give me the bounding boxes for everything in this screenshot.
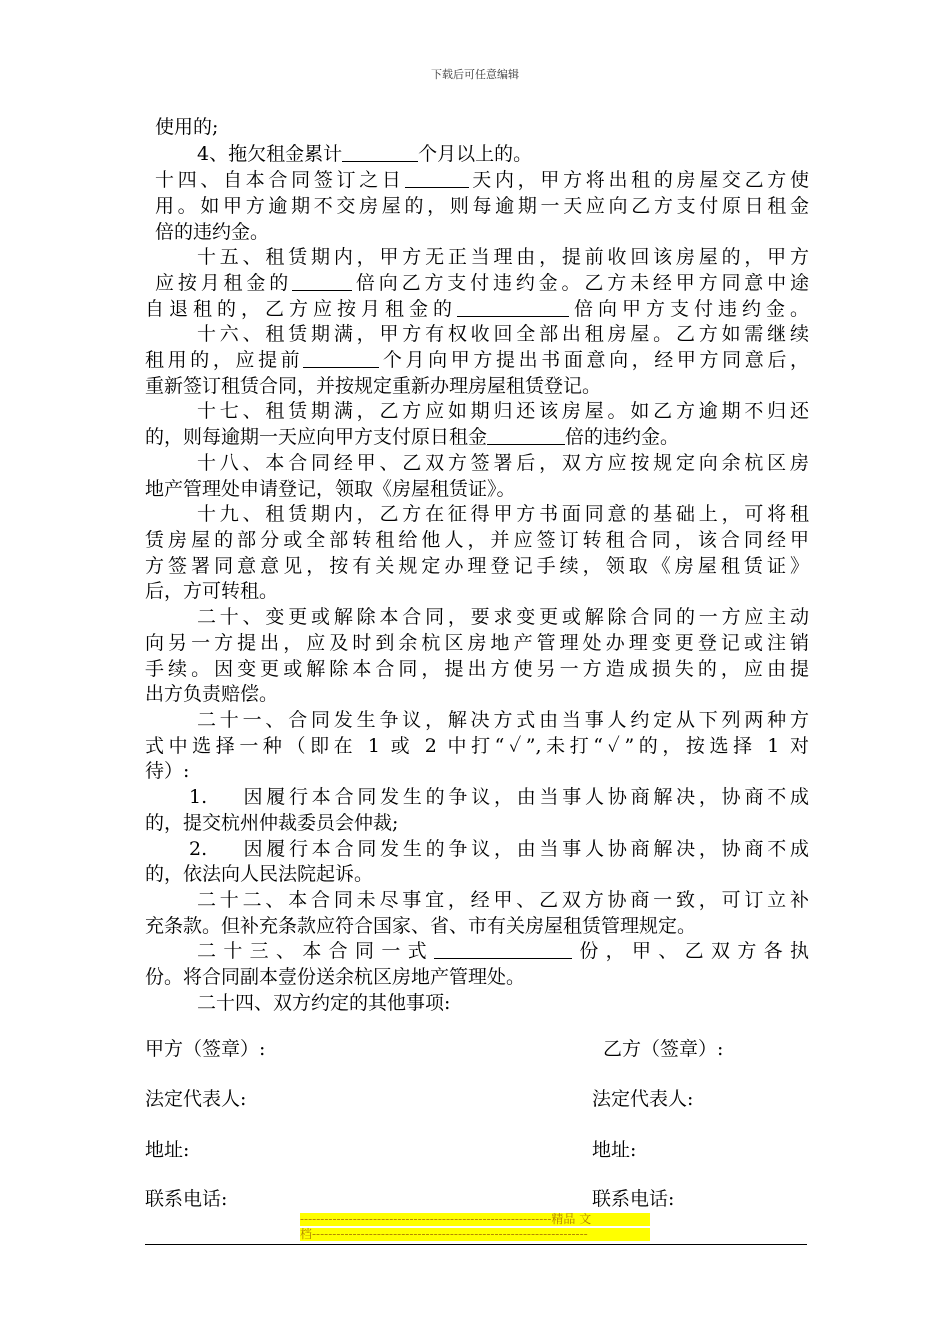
text-run: 天内，甲方将出租的房屋交乙方使: [468, 169, 809, 191]
paragraph-line: 十九、租赁期内，乙方在征得甲方书面同意的基础上，可将租: [197, 503, 809, 525]
text-run: 倍向乙方支付违约金。乙方未经甲方同意中途: [352, 272, 809, 294]
paragraph-line: 十六、租赁期满，甲方有权收回全部出租房屋。乙方如需继续: [197, 323, 809, 345]
paragraph-line: 地产管理处申请登记，领取《房屋租赁证》。: [145, 478, 516, 500]
paragraph-line: [155, 270, 809, 296]
text-run: 4、拖欠租金累计: [197, 143, 343, 165]
paragraph-line: 赁房屋的部分或全部转租给他人，并应签订转租合同，该合同经甲: [145, 529, 809, 551]
paragraph-line: [155, 167, 809, 193]
paragraph-line: 的，提交杭州仲裁委员会仲裁;: [145, 812, 399, 834]
paragraph-line: 二十一、合同发生争议，解决方式由当事人约定从下列两种方: [197, 709, 809, 731]
paragraph-line: 出方负责赔偿。: [145, 683, 279, 705]
text-run: 个月以上的。: [418, 143, 533, 165]
footer-line-1: --------------------------------------------------------------精品 文: [300, 1213, 650, 1226]
paragraph-line: 向另一方提出，应及时到余杭区房地产管理处办理变更登记或注销: [145, 632, 809, 654]
party-a-representative-label: 法定代表人:: [145, 1088, 247, 1110]
text-run: 十四、自本合同签订之日: [155, 169, 405, 191]
text-run: 自退租的，乙方应按月租金的: [145, 298, 457, 320]
paragraph-line: 份。将合同副本壹份送余杭区房地产管理处。: [145, 966, 526, 988]
paragraph-line: 式中选择一种（即在 1 或 2 中打“✓”,未打“✓”的，按选择 1 对: [145, 735, 809, 757]
paragraph-line: 重新签订租赁合同，并按规定重新办理房屋租赁登记。: [145, 375, 602, 397]
paragraph-line: [145, 347, 809, 373]
blank-field: [434, 939, 572, 959]
paragraph-line: 待）:: [145, 760, 190, 782]
text-run: 租用的，应提前: [145, 349, 304, 371]
footer-rule: [145, 1244, 807, 1245]
blank-field: [405, 168, 469, 188]
paragraph-line: 十五、租赁期内，甲方无正当理由，提前收回该房屋的，甲方: [197, 246, 809, 268]
paragraph-line: [145, 424, 809, 450]
blank-field: [292, 271, 352, 291]
paragraph-line: 1. 因履行本合同发生的争议，由当事人协商解决，协商不成: [189, 786, 809, 808]
text-run: 份，甲、乙双方各执: [572, 940, 809, 962]
paragraph-line: 使用的;: [155, 116, 219, 138]
paragraph-line: 二十二、本合同未尽事宜，经甲、乙双方协商一致，可订立补: [197, 889, 809, 911]
text-run: 个月向甲方提出书面意向，经甲方同意后，: [379, 349, 809, 371]
paragraph-line: 用。如甲方逾期不交房屋的，则每逾期一天应向乙方支付原日租金: [155, 195, 809, 217]
text-run: 的，则每逾期一天应向甲方支付原日租金: [145, 426, 488, 448]
text-run: 应按月租金的: [155, 272, 293, 294]
paragraph-line: 十八、本合同经甲、乙双方签署后，双方应按规定向余杭区房: [197, 452, 809, 474]
paragraph-line: [197, 938, 809, 964]
blank-field: [342, 142, 418, 162]
paragraph-line: 倍的违约金。: [155, 221, 270, 243]
party-b-address-label: 地址:: [592, 1139, 637, 1161]
paragraph-line: [145, 296, 809, 322]
paragraph-line: [197, 141, 861, 167]
party-a-signature-label: 甲方（签章）:: [145, 1038, 266, 1060]
party-a-address-label: 地址:: [145, 1139, 190, 1161]
text-run: 二十三、本合同一式: [197, 940, 434, 962]
blank-field: [457, 297, 569, 317]
paragraph-line: 十七、租赁期满，乙方应如期归还该房屋。如乙方逾期不归还: [197, 400, 809, 422]
page-header: 下载后可任意编辑: [431, 68, 519, 81]
blank-field: [487, 425, 565, 445]
party-b-signature-label: 乙方（签章）:: [603, 1038, 724, 1060]
paragraph-line: 方签署同意意见，按有关规定办理登记手续，领取《房屋租赁证》: [145, 555, 809, 577]
party-a-phone-label: 联系电话:: [145, 1188, 228, 1210]
blank-field: [303, 348, 379, 368]
paragraph-line: 2. 因履行本合同发生的争议，由当事人协商解决，协商不成: [189, 838, 809, 860]
paragraph-line: 二十、变更或解除本合同，要求变更或解除合同的一方应主动: [197, 606, 809, 628]
paragraph-line: 的，依法向人民法院起诉。: [145, 863, 374, 885]
text-run: 倍向甲方支付违约金。: [568, 298, 809, 320]
footer-line-2: 档--------------------------------------------------------------------: [300, 1228, 650, 1241]
paragraph-line: 二十四、双方约定的其他事项:: [197, 992, 451, 1014]
text-run: 倍的违约金。: [565, 426, 680, 448]
party-b-representative-label: 法定代表人:: [592, 1088, 694, 1110]
paragraph-line: 充条款。但补充条款应符合国家、省、市有关房屋租赁管理规定。: [145, 915, 697, 937]
paragraph-line: 后，方可转租。: [145, 580, 279, 602]
paragraph-line: 手续。因变更或解除本合同，提出方使另一方造成损失的，应由提: [145, 658, 809, 680]
party-b-phone-label: 联系电话:: [592, 1188, 675, 1210]
